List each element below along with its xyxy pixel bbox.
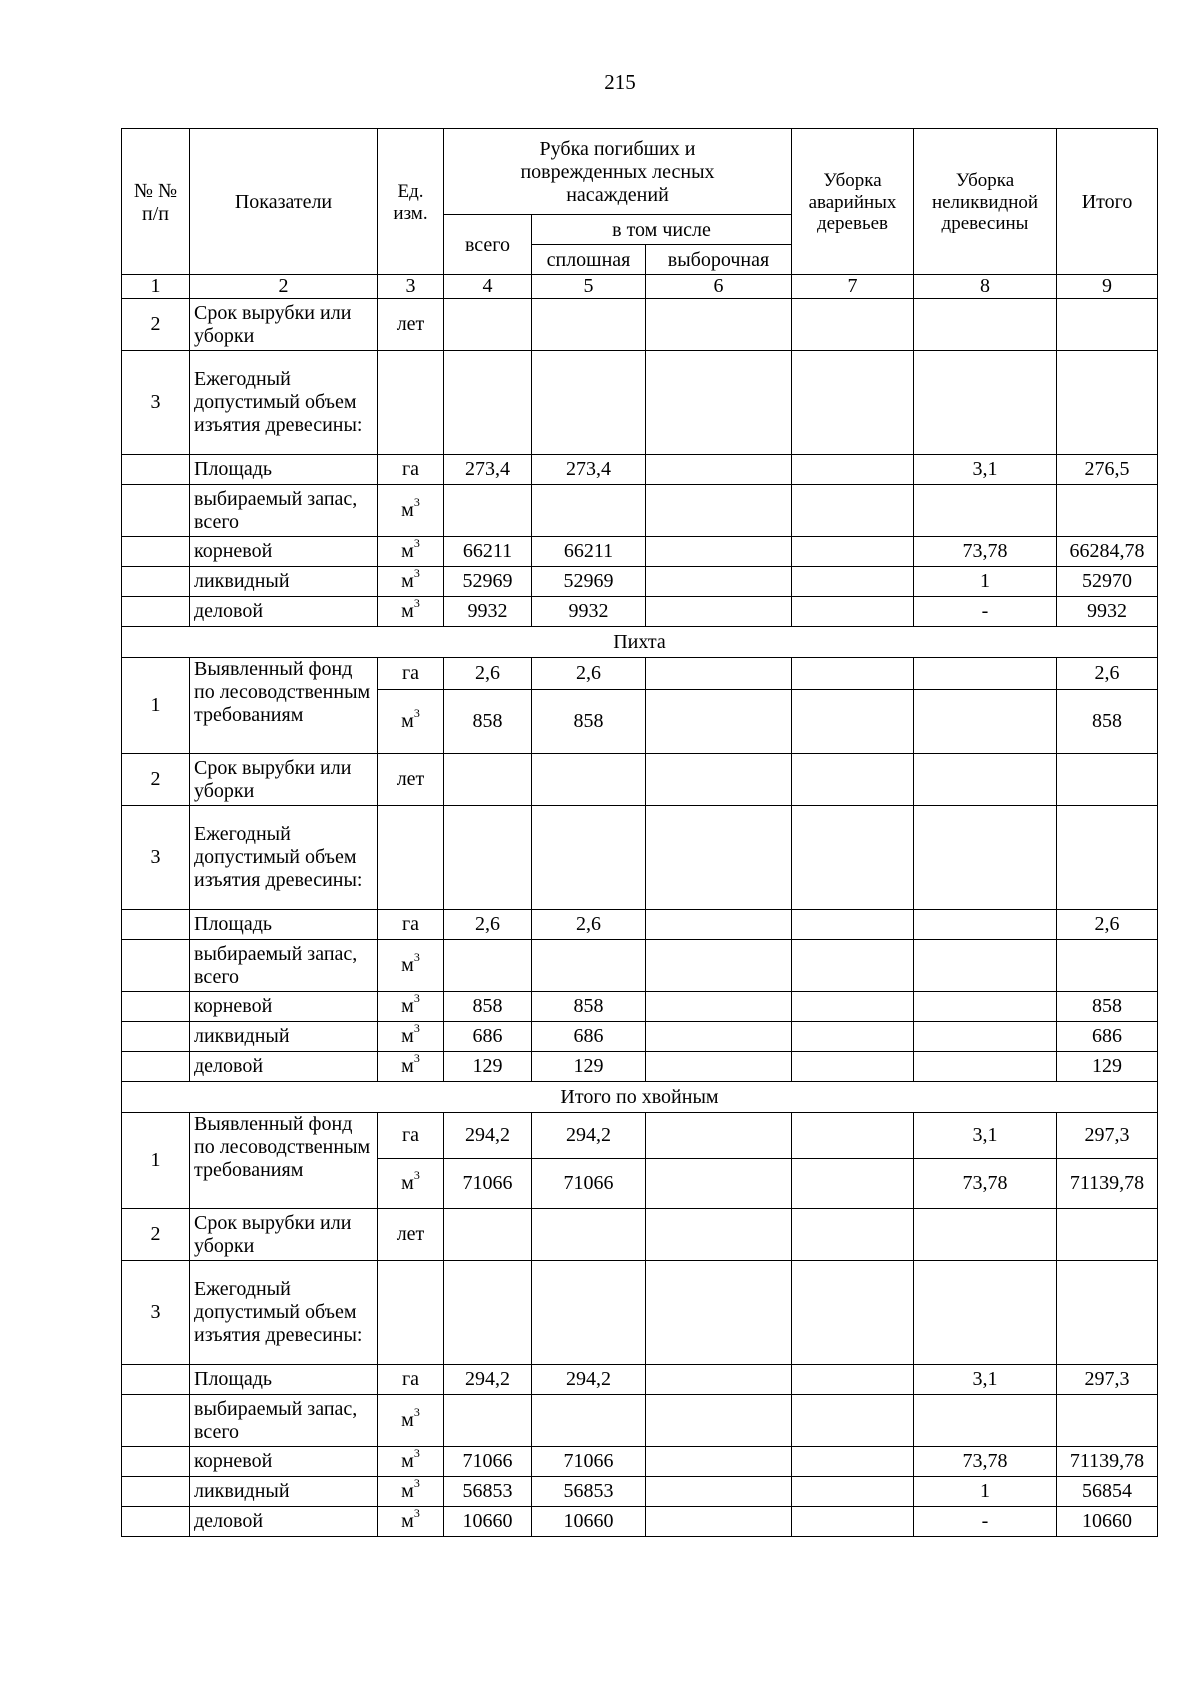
value-cell: 10660 (1057, 1507, 1158, 1537)
value-cell: 297,3 (1057, 1113, 1158, 1159)
value-cell: 9932 (444, 597, 532, 627)
table-row (122, 754, 1158, 806)
value-cell: 52970 (1057, 567, 1158, 597)
value-cell: 71066 (532, 1447, 646, 1477)
value-cell: 294,2 (532, 1365, 646, 1395)
value-cell (646, 1052, 792, 1082)
value-cell: 10660 (444, 1507, 532, 1537)
value-cell: 71066 (444, 1447, 532, 1477)
table-row (122, 940, 1158, 992)
table-row (122, 1477, 1158, 1507)
value-cell (646, 567, 792, 597)
table-row (122, 658, 1158, 690)
value-cell (792, 455, 914, 485)
unit-cell: га (378, 658, 444, 690)
row-label: деловой (190, 597, 378, 627)
value-cell (792, 1052, 914, 1082)
value-cell: 294,2 (532, 1113, 646, 1159)
col-number: 8 (914, 275, 1057, 299)
page-number: 215 (604, 70, 636, 94)
unit-cell: $м^3$ (378, 1477, 444, 1507)
unit-cell: $м^3$ (378, 690, 444, 754)
value-cell (646, 1447, 792, 1477)
unit-cell: $м^3$ (378, 1052, 444, 1082)
unit-cell: $м^3$ (378, 992, 444, 1022)
header-unmerchantable: Уборка неликвидной древесины (914, 129, 1057, 275)
value-cell (646, 1507, 792, 1537)
value-cell: 73,78 (914, 1159, 1057, 1209)
value-cell: 56853 (444, 1477, 532, 1507)
value-cell: 2,6 (532, 658, 646, 690)
value-cell (914, 992, 1057, 1022)
value-cell (792, 1507, 914, 1537)
value-cell: 52969 (444, 567, 532, 597)
value-cell: 294,2 (444, 1365, 532, 1395)
value-cell (792, 1159, 914, 1209)
table-row (122, 1209, 1158, 1261)
value-cell (646, 1477, 792, 1507)
table-row (122, 1052, 1158, 1082)
value-cell: 273,4 (532, 455, 646, 485)
table-row (122, 567, 1158, 597)
value-cell: - (914, 1507, 1057, 1537)
row-label: выбираемый запас, всего (190, 940, 378, 992)
header-including: в том числе (532, 215, 792, 245)
row-label: деловой (190, 1052, 378, 1082)
value-cell (646, 658, 792, 690)
col-number: 2 (190, 275, 378, 299)
row-label: Площадь (190, 455, 378, 485)
row-label: корневой (190, 537, 378, 567)
section-title-fir: Пихта (122, 627, 1158, 658)
row-label: Срок вырубки или уборки (190, 1209, 378, 1261)
value-cell (792, 1113, 914, 1159)
table-row (122, 806, 1158, 910)
value-cell (914, 910, 1057, 940)
row-number: 3 (122, 806, 190, 910)
value-cell (792, 992, 914, 1022)
value-cell: 129 (532, 1052, 646, 1082)
value-cell: 858 (532, 992, 646, 1022)
row-number: 2 (122, 754, 190, 806)
value-cell: 73,78 (914, 1447, 1057, 1477)
value-cell: 1 (914, 1477, 1057, 1507)
unit-cell: $м^3$ (378, 485, 444, 537)
table-row (122, 1447, 1158, 1477)
value-cell (792, 1477, 914, 1507)
value-cell (792, 537, 914, 567)
row-label: ликвидный (190, 1477, 378, 1507)
table-row (122, 1395, 1158, 1447)
unit-cell: $м^3$ (378, 1395, 444, 1447)
header-cutting: Рубка погибших и поврежденных лесных насаждений (444, 129, 792, 215)
section-row (122, 627, 1158, 658)
value-cell: 129 (444, 1052, 532, 1082)
row-number: 2 (122, 1209, 190, 1261)
section-row (122, 1082, 1158, 1113)
value-cell: 3,1 (914, 1365, 1057, 1395)
value-cell (646, 455, 792, 485)
col-number: 9 (1057, 275, 1158, 299)
row-number: 3 (122, 1261, 190, 1365)
table-row (122, 299, 1158, 351)
col-number: 5 (532, 275, 646, 299)
row-label: Ежегодный допустимый объем изъятия древесины: (190, 1261, 378, 1365)
value-cell: 2,6 (1057, 910, 1158, 940)
col-number: 7 (792, 275, 914, 299)
section-title-conifer-total: Итого по хвойным (122, 1082, 1158, 1113)
value-cell: 2,6 (444, 658, 532, 690)
row-label: Ежегодный допустимый объем изъятия древесины: (190, 351, 378, 455)
table-row (122, 1507, 1158, 1537)
table-row (122, 910, 1158, 940)
table-row (122, 485, 1158, 537)
table-row (122, 351, 1158, 455)
row-number: 3 (122, 351, 190, 455)
unit-cell: $м^3$ (378, 940, 444, 992)
unit-cell: га (378, 455, 444, 485)
unit-cell: $м^3$ (378, 567, 444, 597)
value-cell (646, 690, 792, 754)
row-label: корневой (190, 1447, 378, 1477)
unit-cell: $м^3$ (378, 1507, 444, 1537)
value-cell (792, 690, 914, 754)
value-cell: 858 (1057, 690, 1158, 754)
value-cell (646, 1113, 792, 1159)
unit-cell: $м^3$ (378, 537, 444, 567)
value-cell (914, 1022, 1057, 1052)
row-label: корневой (190, 992, 378, 1022)
row-label: выбираемый запас, всего (190, 1395, 378, 1447)
value-cell: 294,2 (444, 1113, 532, 1159)
value-cell: 686 (532, 1022, 646, 1052)
col-number: 1 (122, 275, 190, 299)
table-row (122, 455, 1158, 485)
unit-cell: га (378, 1365, 444, 1395)
value-cell (792, 567, 914, 597)
row-label: Ежегодный допустимый объем изъятия древесины: (190, 806, 378, 910)
row-number: 1 (122, 1113, 190, 1209)
value-cell: 10660 (532, 1507, 646, 1537)
value-cell: 3,1 (914, 455, 1057, 485)
value-cell (792, 1022, 914, 1052)
header-number: № № п/п (122, 129, 190, 275)
value-cell: 858 (1057, 992, 1158, 1022)
unit-cell: лет (378, 1209, 444, 1261)
value-cell: 273,4 (444, 455, 532, 485)
value-cell: 52969 (532, 567, 646, 597)
value-cell (792, 1447, 914, 1477)
value-cell (792, 597, 914, 627)
value-cell (646, 910, 792, 940)
header-clear-cut: сплошная (532, 245, 646, 275)
header-all: всего (444, 215, 532, 275)
value-cell (914, 1052, 1057, 1082)
value-cell: 276,5 (1057, 455, 1158, 485)
value-cell: 2,6 (1057, 658, 1158, 690)
unit-cell: лет (378, 299, 444, 351)
row-label: деловой (190, 1507, 378, 1537)
row-number: 2 (122, 299, 190, 351)
table-row (122, 992, 1158, 1022)
value-cell: 2,6 (444, 910, 532, 940)
table-row (122, 1022, 1158, 1052)
value-cell: 9932 (532, 597, 646, 627)
table-row (122, 1113, 1158, 1159)
unit-cell: га (378, 910, 444, 940)
value-cell: 1 (914, 567, 1057, 597)
header-total: Итого (1057, 129, 1158, 275)
header-selective-cut: выборочная (646, 245, 792, 275)
value-cell: 129 (1057, 1052, 1158, 1082)
value-cell: 71139,78 (1057, 1159, 1158, 1209)
value-cell: 858 (532, 690, 646, 754)
value-cell (646, 537, 792, 567)
table-row (122, 537, 1158, 567)
row-label: ликвидный (190, 1022, 378, 1052)
value-cell: 858 (444, 992, 532, 1022)
value-cell (646, 992, 792, 1022)
row-number: 1 (122, 658, 190, 754)
unit-cell: $м^3$ (378, 1159, 444, 1209)
header-emergency: Уборка аварийных деревьев (792, 129, 914, 275)
row-label: ликвидный (190, 567, 378, 597)
value-cell: 9932 (1057, 597, 1158, 627)
value-cell: 73,78 (914, 537, 1057, 567)
row-label: выбираемый запас, всего (190, 485, 378, 537)
row-label: Площадь (190, 910, 378, 940)
row-label: Площадь (190, 1365, 378, 1395)
header-indicators: Показатели (190, 129, 378, 275)
header-unit: Ед. изм. (378, 129, 444, 275)
unit-cell: $м^3$ (378, 1447, 444, 1477)
value-cell: - (914, 597, 1057, 627)
value-cell: 66284,78 (1057, 537, 1158, 567)
value-cell: 858 (444, 690, 532, 754)
value-cell: 2,6 (532, 910, 646, 940)
unit-cell: га (378, 1113, 444, 1159)
value-cell (646, 1159, 792, 1209)
value-cell: 297,3 (1057, 1365, 1158, 1395)
col-number: 6 (646, 275, 792, 299)
row-label: Выявленный фонд по лесоводственным требованиям (190, 1113, 378, 1209)
col-number: 3 (378, 275, 444, 299)
row-label: Срок вырубки или уборки (190, 299, 378, 351)
value-cell (646, 597, 792, 627)
value-cell: 686 (1057, 1022, 1158, 1052)
unit-cell: $м^3$ (378, 597, 444, 627)
value-cell (792, 658, 914, 690)
row-label: Срок вырубки или уборки (190, 754, 378, 806)
value-cell: 56853 (532, 1477, 646, 1507)
value-cell (792, 1365, 914, 1395)
value-cell: 71066 (532, 1159, 646, 1209)
value-cell (646, 1365, 792, 1395)
table-row (122, 597, 1158, 627)
value-cell (914, 690, 1057, 754)
table-row (122, 1365, 1158, 1395)
unit-cell: лет (378, 754, 444, 806)
value-cell: 56854 (1057, 1477, 1158, 1507)
value-cell: 71066 (444, 1159, 532, 1209)
value-cell: 66211 (444, 537, 532, 567)
value-cell (646, 1022, 792, 1052)
value-cell: 66211 (532, 537, 646, 567)
value-cell: 686 (444, 1022, 532, 1052)
col-number: 4 (444, 275, 532, 299)
value-cell: 71139,78 (1057, 1447, 1158, 1477)
value-cell: 3,1 (914, 1113, 1057, 1159)
forest-cutting-table (121, 128, 1158, 1537)
row-label: Выявленный фонд по лесоводственным требованиям (190, 658, 378, 754)
table-row (122, 1261, 1158, 1365)
unit-cell: $м^3$ (378, 1022, 444, 1052)
value-cell (792, 910, 914, 940)
value-cell (914, 658, 1057, 690)
